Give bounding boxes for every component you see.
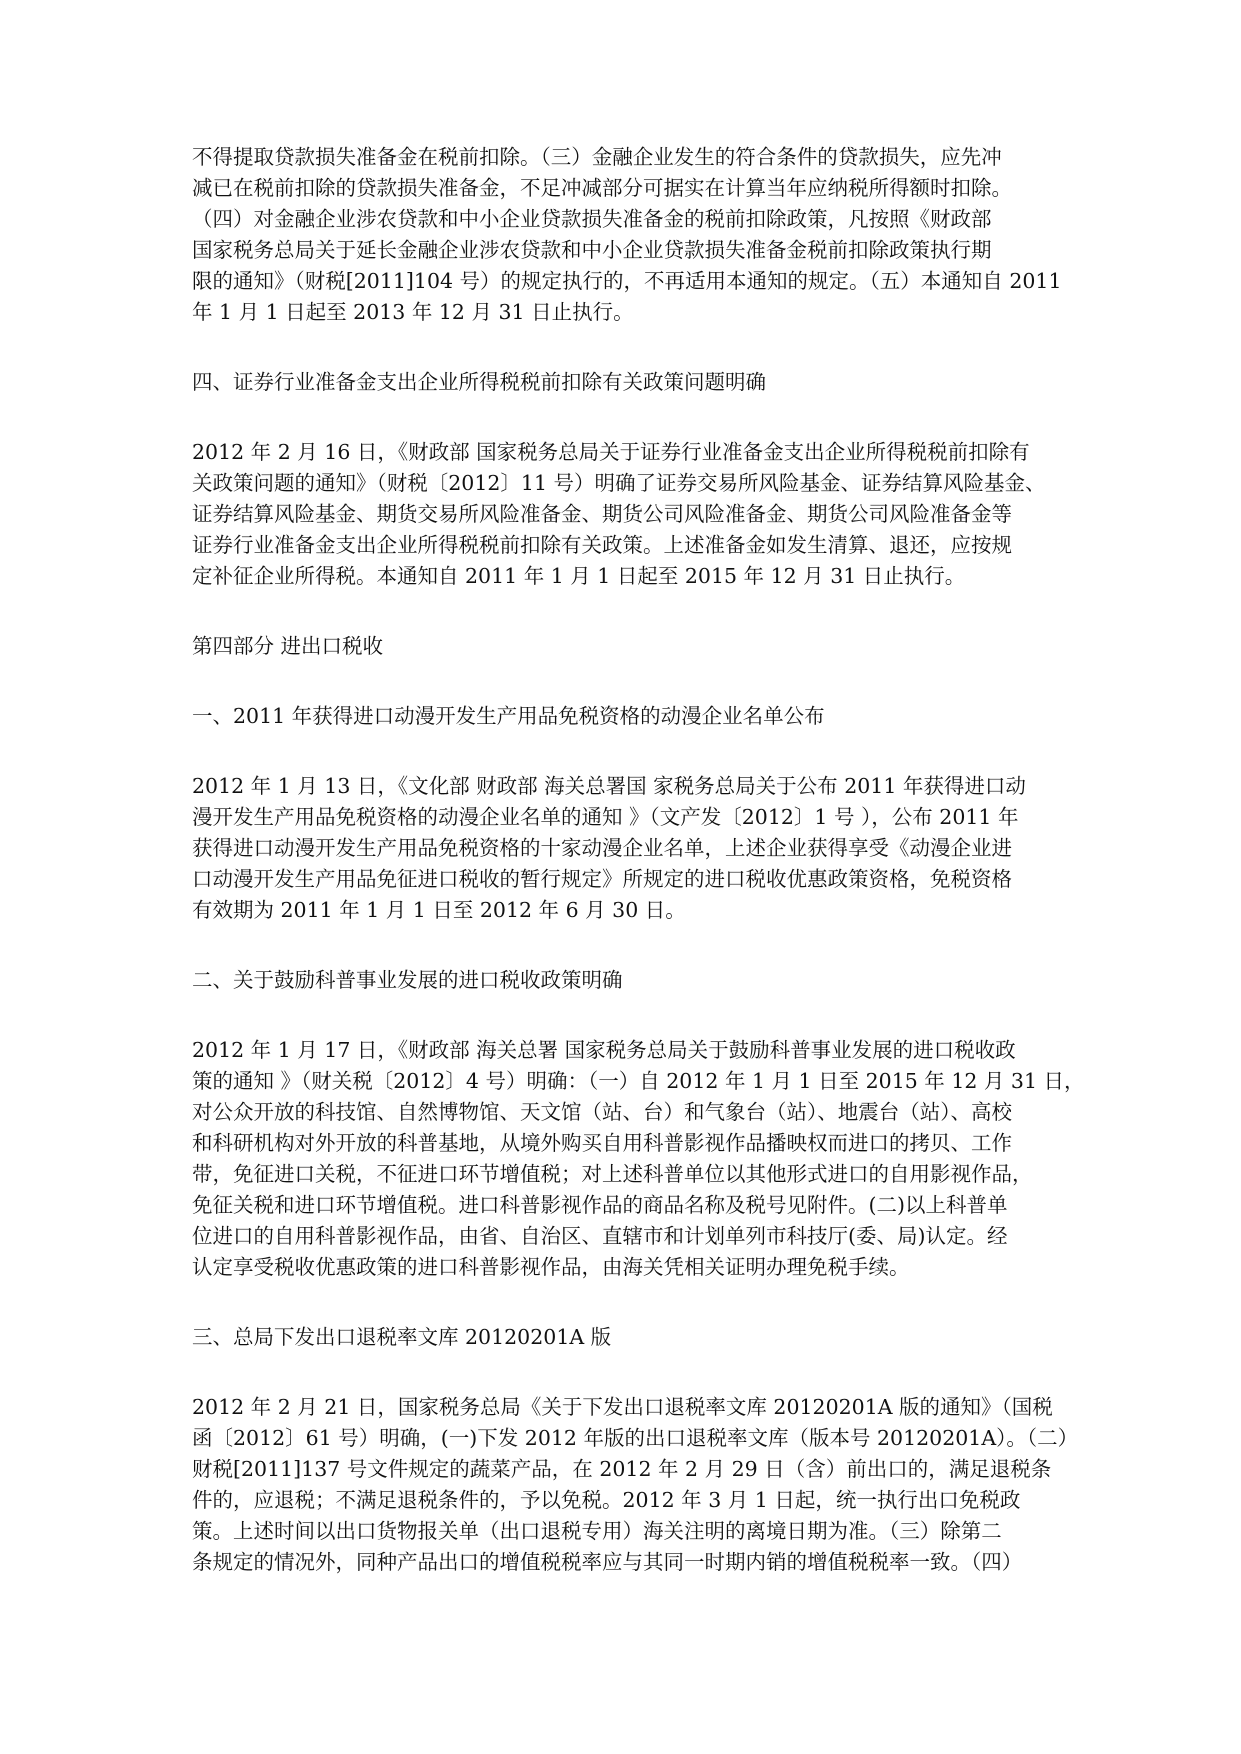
text-line: 限的通知》（财税[2011]104 号）的规定执行的，不再适用本通知的规定。（五）本通知自 2011 (192, 269, 1062, 293)
text-line: 减已在税前扣除的贷款损失准备金，不足冲减部分可据实在计算当年应纳税所得额时扣除。 (192, 176, 1012, 200)
text-line: 不得提取贷款损失准备金在税前扣除。（三）金融企业发生的符合条件的贷款损失，应先冲 (192, 145, 1002, 169)
text-line: 对公众开放的科技馆、自然博物馆、天文馆（站、台）和气象台（站）、地震台（站）、高校 (192, 1100, 1012, 1124)
text-line: 定补征企业所得税。本通知自 2011 年 1 月 1 日起至 2015 年 12 月 31 日止执行。 (192, 564, 966, 588)
text-line: 和科研机构对外开放的科普基地，从境外购买自用科普影视作品播映权而进口的拷贝、工作 (192, 1131, 1012, 1155)
paragraph-export-rebate-library (192, 1392, 1079, 1578)
text-line: 获得进口动漫开发生产用品免税资格的十家动漫企业名单，上述企业获得享受《动漫企业进 (192, 836, 1012, 860)
section-heading-export-rebate-library (192, 1322, 1072, 1353)
text-line: （四）对金融企业涉农贷款和中小企业贷款损失准备金的税前扣除政策，凡按照《财政部 (192, 207, 992, 231)
text-line: 策的通知 》（财关税〔2012〕4 号）明确：（一）自 2012 年 1 月 1 日至 2015 年 12 月 31 日， (192, 1069, 1085, 1093)
section-heading-animation-enterprises (192, 701, 1072, 732)
text-line: 证券行业准备金支出企业所得税税前扣除有关政策。上述准备金如发生清算、退还，应按规 (192, 533, 1012, 557)
heading-text: 二、关于鼓励科普事业发展的进口税收政策明确 (192, 968, 623, 992)
part-heading-import-export (192, 631, 1072, 662)
paragraph-animation-enterprises (192, 771, 1072, 926)
text-line: 有效期为 2011 年 1 月 1 日至 2012 年 6 月 30 日。 (192, 898, 686, 922)
document-page (192, 142, 1085, 1617)
section-heading-science-popularization (192, 965, 1072, 996)
text-line: 2012 年 1 月 13 日，《文化部 财政部 海关总署国 家税务总局关于公布 2011 年获得进口动 (192, 774, 1026, 798)
text-line: 年 1 月 1 日起至 2013 年 12 月 31 日止执行。 (192, 300, 634, 324)
text-line: 件的，应退税；不满足退税条件的，予以免税。2012 年 3 月 1 日起，统一执行出口免税政 (192, 1488, 1021, 1512)
text-line: 2012 年 2 月 16 日，《财政部 国家税务总局关于证券行业准备金支出企业所得税税前扣除有 (192, 440, 1030, 464)
text-line: 口动漫开发生产用品免征进口税收的暂行规定》所规定的进口税收优惠政策资格，免税资格 (192, 867, 1012, 891)
heading-text: 第四部分 进出口税收 (192, 634, 384, 658)
text-line: 策。上述时间以出口货物报关单（出口退税专用）海关注明的离境日期为准。（三）除第二 (192, 1519, 1002, 1543)
paragraph-science-popularization (192, 1035, 1085, 1283)
text-line: 位进口的自用科普影视作品，由省、自治区、直辖市和计划单列市科技厅(委、局)认定。经 (192, 1224, 1008, 1248)
heading-text: 三、总局下发出口退税率文库 20120201A 版 (192, 1325, 612, 1349)
text-line: 带，免征进口关税，不征进口环节增值税；对上述科普单位以其他形式进口的自用影视作品， (192, 1162, 1033, 1186)
text-line: 关政策问题的通知》（财税〔2012〕11 号）明确了证券交易所风险基金、证券结算风险基金、 (192, 471, 1046, 495)
paragraph-securities-reserve (192, 437, 1072, 592)
paragraph-loan-loss-reserve (192, 142, 1072, 328)
text-line: 2012 年 1 月 17 日，《财政部 海关总署 国家税务总局关于鼓励科普事业发展的进口税收政 (192, 1038, 1016, 1062)
text-line: 函〔2012〕61 号）明确，(一)下发 2012 年版的出口退税率文库（版本号 20120201A）。（二） (192, 1426, 1079, 1450)
heading-text: 一、2011 年获得进口动漫开发生产用品免税资格的动漫企业名单公布 (192, 704, 825, 728)
text-line: 认定享受税收优惠政策的进口科普影视作品，由海关凭相关证明办理免税手续。 (192, 1255, 910, 1279)
text-line: 条规定的情况外，同种产品出口的增值税税率应与其同一时期内销的增值税税率一致。（四） (192, 1550, 1023, 1574)
text-line: 漫开发生产用品免税资格的动漫企业名单的通知 》（文产发〔2012〕1 号 ），公布 2011 年 (192, 805, 1019, 829)
text-line: 免征关税和进口环节增值税。进口科普影视作品的商品名称及税号见附件。(二)以上科普单 (192, 1193, 1008, 1217)
text-line: 国家税务总局关于延长金融企业涉农贷款和中小企业贷款损失准备金税前扣除政策执行期 (192, 238, 992, 262)
heading-text: 四、证券行业准备金支出企业所得税税前扣除有关政策问题明确 (192, 370, 766, 394)
text-line: 财税[2011]137 号文件规定的蔬菜产品，在 2012 年 2 月 29 日（含）前出口的，满足退税条 (192, 1457, 1052, 1481)
text-line: 证券结算风险基金、期货交易所风险准备金、期货公司风险准备金、期货公司风险准备金等 (192, 502, 1012, 526)
section-heading-securities-reserve (192, 367, 1072, 398)
text-line: 2012 年 2 月 21 日，国家税务总局《关于下发出口退税率文库 20120201A 版的通知》（国税 (192, 1395, 1053, 1419)
